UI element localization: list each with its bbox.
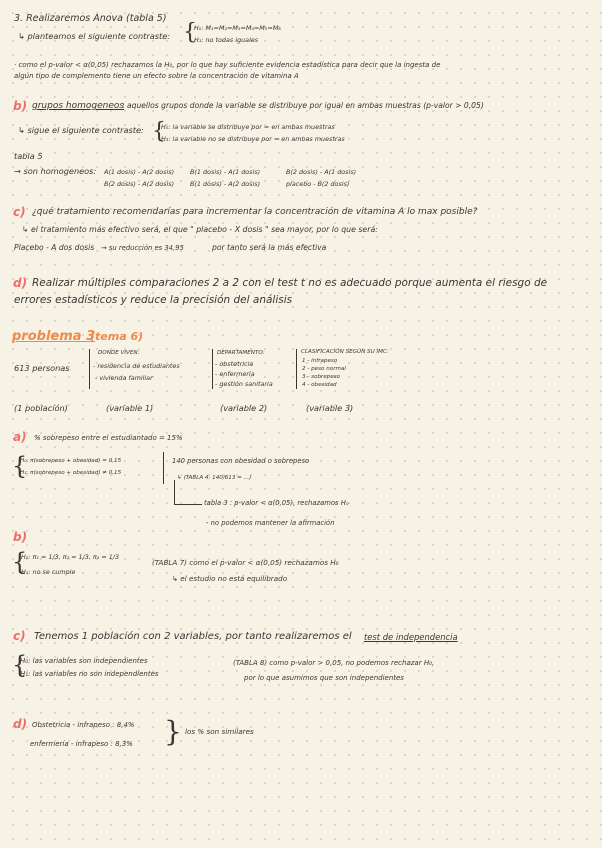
part-c-result-a: Placebo - A dos dosis: [14, 243, 95, 252]
p3d-line-1: Obstetricia - infrapeso : 8,4%: [32, 721, 135, 729]
p3a-table-ref: ↳ (TABLA 4: 140/613 = ...): [177, 475, 252, 481]
var2-item: - obstetricia: [215, 360, 254, 368]
p3c-line: Tenemos 1 población con 2 variables, por tanto realizaremos el: [34, 631, 352, 642]
section-3-title: 3. Realizaremos Anova (tabla 5): [14, 13, 167, 24]
part-b-heading: grupos homogeneos: [32, 101, 125, 111]
p3c-result-2: por lo que asumimos que son independientes: [244, 674, 404, 682]
p3a-statement: % sobrepeso entre el estudiantado = 15%: [34, 434, 183, 442]
pair: B(2 dosis) - A(1 dosis): [286, 168, 357, 176]
p3b-letter: b): [13, 530, 28, 544]
p3a-letter: a): [13, 430, 27, 444]
var2-item: - enfermería: [215, 370, 255, 378]
part-b-contrast-intro: ↳ sigue el siguiente contraste:: [18, 125, 144, 135]
var3-item: 3 - sobrepeso: [302, 374, 341, 380]
p3b-h1: H₁: no se cumple: [21, 568, 76, 576]
part-c-letter: c): [13, 205, 26, 219]
label-population: (1 población): [14, 403, 68, 413]
homogeneous-label: → son homogeneos:: [14, 166, 97, 176]
part-c-answer: ↳ el tratamiento más efectivo será, el que " placebo - X dosis " sea mayor, por lo que será:: [22, 225, 378, 234]
var3-item: 2 - peso normal: [302, 366, 346, 372]
p3d-line-2: enfermería - infrapeso : 8,3%: [30, 740, 133, 748]
arrow-line: [174, 504, 202, 505]
arrow-line: [174, 480, 175, 504]
brace: {: [183, 20, 197, 45]
part-d-line-1: Realizar múltiples comparaciones 2 a 2 con el test t no es adecuado porque aumenta el riesgo de: [32, 277, 548, 289]
p3d-letter: d): [13, 717, 28, 731]
pair: B(2 dosis) - A(2 dosis): [104, 180, 175, 188]
problem-3-theme: (tema 6): [90, 330, 144, 343]
var3-item: 1 - infrapeso: [302, 358, 338, 364]
problem-3-title: problema 3: [12, 329, 96, 344]
brace: }: [164, 715, 182, 748]
brace: {: [12, 548, 28, 576]
part-b-h0: H₀: la variable se distribuye por = en ambas muestras: [161, 123, 335, 131]
var2-heading: DEPARTAMENTO:: [217, 350, 265, 356]
part-b-letter: b): [13, 99, 28, 113]
contrast-intro: ↳ planteamos el siguiente contraste:: [18, 31, 171, 41]
part-b-h1: H₁: la variable no se distribuye por = en ambas muestras: [161, 135, 345, 143]
var3-item: 4 - obesidad: [302, 382, 337, 388]
p3b-line-2: ↳ el estudio no está equilibrado: [172, 574, 288, 583]
pair: placebo - B(2 dosis): [286, 180, 350, 188]
brace: {: [12, 452, 28, 480]
population-size: 613 personas: [14, 363, 70, 373]
p3a-h0: H₀: π(sobrepeso + obesidad) = 0,15: [20, 458, 122, 464]
hypothesis-h1: H₁: no todas iguales: [194, 36, 259, 44]
pair: B(1 dosis) - A(1 dosis): [190, 168, 261, 176]
p3c-h1: H₁: las variables no son independientes: [20, 670, 159, 678]
var3-heading: CLASIFICACIÓN SEGÚN SU IMC:: [301, 349, 389, 355]
p3b-line-1: (TABLA 7) como el p-valor < α(0,05) rechazamos H₀: [152, 558, 339, 567]
part-d-letter: d): [13, 276, 28, 290]
conclusion-line-2: algún tipo de complemento tiene un efecto sobre la concentración de vitamina A: [14, 72, 299, 80]
divider: [163, 452, 164, 484]
var1-item: - vivienda familiar: [95, 374, 153, 382]
p3c-letter: c): [13, 629, 26, 643]
p3a-result: - no podemos mantener la afirmación: [206, 519, 335, 527]
p3a-h1: H₁: π(sobrepeso + obesidad) ≠ 0,15: [20, 470, 122, 476]
var2-item: - gestión sanitaria: [215, 380, 273, 388]
conclusion-line-1: · como el p-valor < α(0,05) rechazamos la H₀, por lo que hay suficiente evidencia estadística para decir que la ingesta de: [14, 61, 441, 69]
label-variable-2: (variable 2): [220, 403, 268, 413]
p3a-table3: tabla 3 : p-valor < α(0,05), rechazamos H₀: [204, 499, 349, 507]
brace: {: [12, 651, 28, 679]
pair: A(1 dosis) - A(2 dosis): [104, 168, 175, 176]
brace: {: [152, 119, 166, 144]
part-c-question: ¿qué tratamiento recomendarías para incrementar la concentración de vitamina A lo max posible?: [32, 207, 478, 217]
hypothesis-h0: H₀: M₁=M₂=M₃=M₄=M₅=M₆: [194, 24, 281, 32]
p3d-result: los % son similares: [185, 727, 254, 736]
part-c-result-c: por tanto será la más efectiva: [212, 243, 327, 252]
divider: [212, 349, 213, 389]
p3b-h0: H₀: π₁ = 1/3, π₂ = 1/3, π₃ = 1/3: [21, 553, 120, 561]
label-variable-1: (variable 1): [106, 403, 154, 413]
p3c-h0: H₀: las variables son independientes: [20, 657, 148, 665]
p3c-test-name: test de independencia: [364, 632, 458, 642]
p3c-result-1: (TABLA 8) como p-valor > 0,05, no podemos rechazar H₀,: [233, 659, 435, 667]
part-c-result-b: → su reducción es 34,95: [101, 244, 184, 252]
p3a-count: 140 personas con obesidad o sobrepeso: [172, 457, 310, 465]
part-b-definition: : aquellos grupos donde la variable se distribuye por igual en ambas muestras (p-valor > 0,05): [122, 101, 484, 110]
label-variable-3: (variable 3): [306, 403, 354, 413]
divider: [89, 349, 90, 389]
pair: B(1 dosis) - A(2 dosis): [190, 180, 261, 188]
var1-heading: DONDE VIVEN:: [98, 350, 140, 356]
part-d-line-2: errores estadísticos y reduce la precisión del análisis: [14, 294, 293, 306]
table-label: tabla 5: [14, 151, 43, 161]
divider: [296, 349, 297, 389]
var1-item: - residencia de estudiantes: [93, 362, 180, 370]
